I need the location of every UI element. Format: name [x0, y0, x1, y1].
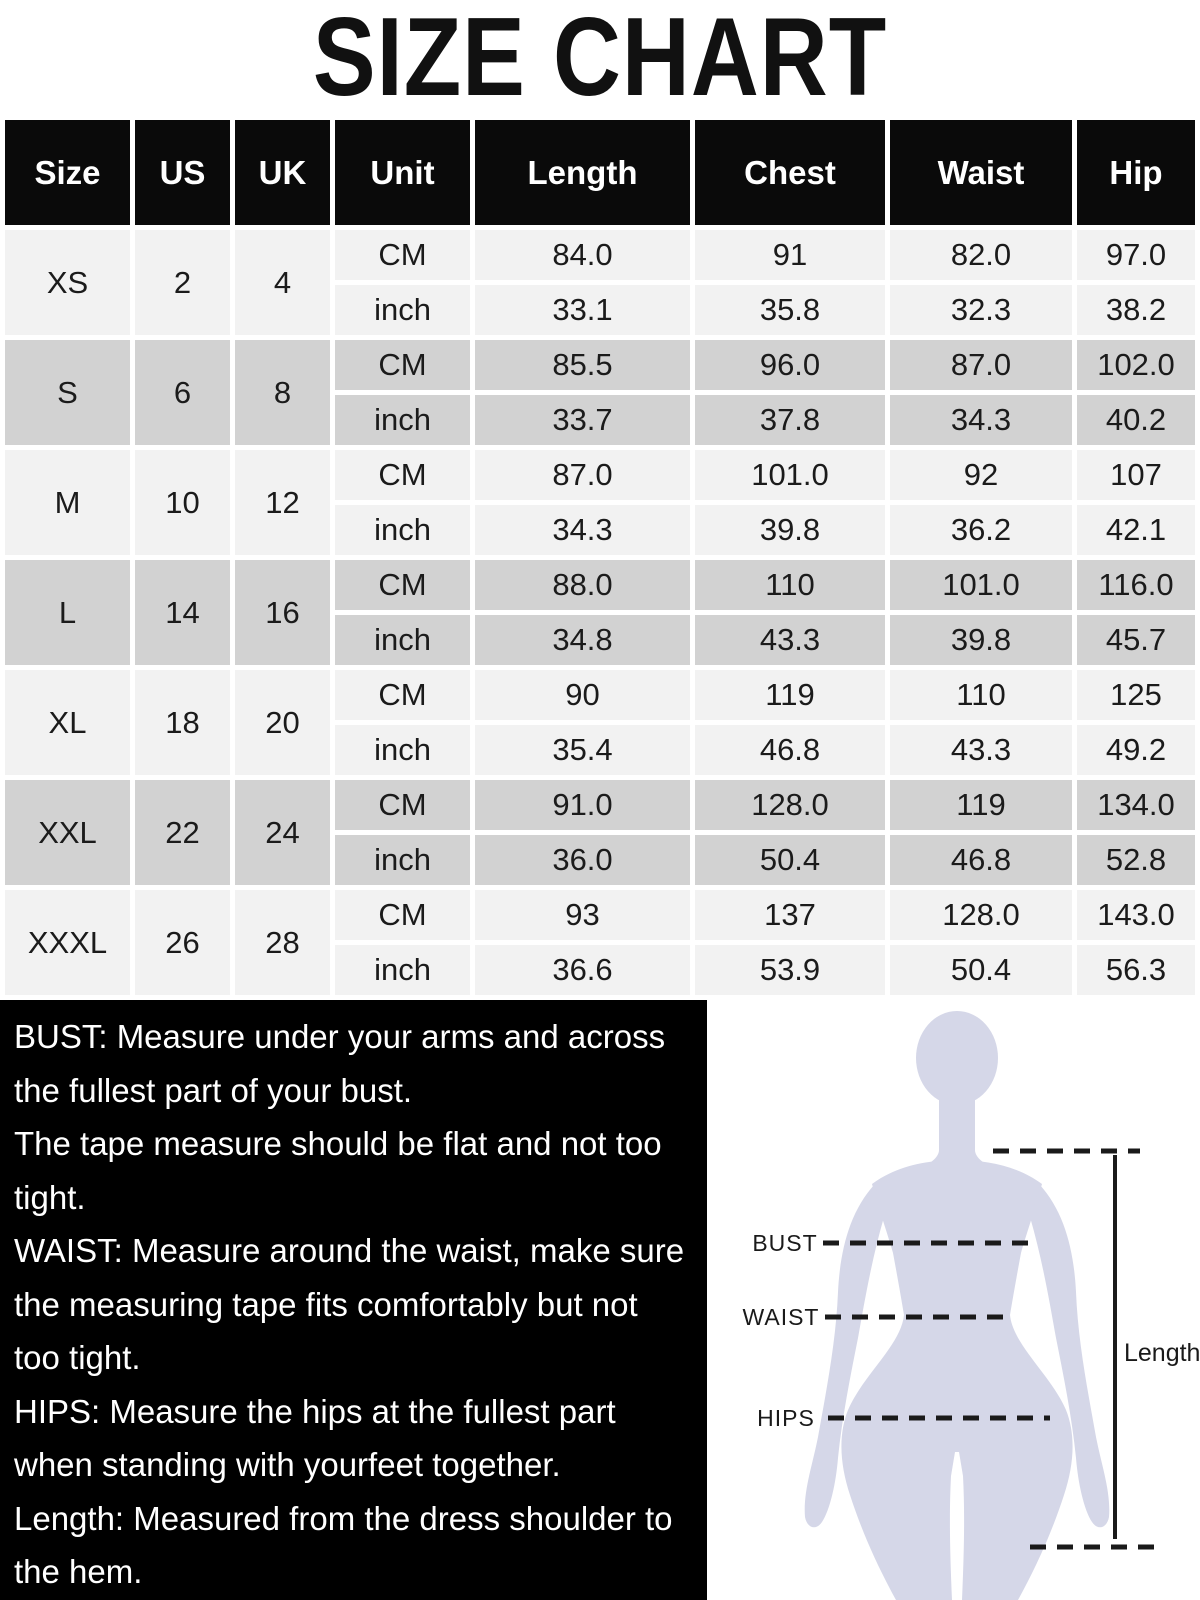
- note-line-11: the hem.: [14, 1553, 143, 1590]
- cell-l-cm-waist: 101.0: [890, 560, 1072, 610]
- cell-s-unit-inch: inch: [335, 395, 470, 445]
- cell-s-uk: 8: [235, 340, 330, 445]
- cell-xl-cm-chest: 119: [695, 670, 885, 720]
- header-length: Length: [475, 120, 690, 225]
- cell-xs-inch-hip: 38.2: [1077, 285, 1195, 335]
- cell-xs-inch-waist: 32.3: [890, 285, 1072, 335]
- cell-l-cm-hip: 116.0: [1077, 560, 1195, 610]
- cell-xxl-uk: 24: [235, 780, 330, 885]
- cell-xl-inch-hip: 49.2: [1077, 725, 1195, 775]
- header-us: US: [135, 120, 230, 225]
- cell-xxl-cm-hip: 134.0: [1077, 780, 1195, 830]
- cell-xxxl-size: XXXL: [5, 890, 130, 995]
- bottom-section: [0, 1000, 1200, 1600]
- size-chart-table: [0, 115, 1200, 1000]
- cell-xl-uk: 20: [235, 670, 330, 775]
- cell-m-inch-waist: 36.2: [890, 505, 1072, 555]
- cell-l-size: L: [5, 560, 130, 665]
- table-row-xs-cm: [5, 230, 1195, 280]
- cell-l-unit-inch: inch: [335, 615, 470, 665]
- length-label: Length: [1124, 1339, 1200, 1367]
- cell-xl-size: XL: [5, 670, 130, 775]
- cell-s-cm-hip: 102.0: [1077, 340, 1195, 390]
- cell-l-inch-chest: 43.3: [695, 615, 885, 665]
- cell-xs-cm-hip: 97.0: [1077, 230, 1195, 280]
- cell-l-cm-chest: 110: [695, 560, 885, 610]
- table-row-s-cm: [5, 340, 1195, 390]
- header-waist: Waist: [890, 120, 1072, 225]
- cell-xxxl-inch-hip: 56.3: [1077, 945, 1195, 995]
- cell-xxl-unit-inch: inch: [335, 835, 470, 885]
- cell-xs-unit-cm: CM: [335, 230, 470, 280]
- cell-l-cm-length: 88.0: [475, 560, 690, 610]
- cell-xxxl-unit-cm: CM: [335, 890, 470, 940]
- cell-s-cm-chest: 96.0: [695, 340, 885, 390]
- header-chest: Chest: [695, 120, 885, 225]
- cell-xxl-size: XXL: [5, 780, 130, 885]
- cell-s-unit-cm: CM: [335, 340, 470, 390]
- cell-xl-cm-waist: 110: [890, 670, 1072, 720]
- note-line-4: tight.: [14, 1178, 86, 1216]
- body-diagram-svg: [707, 1000, 1200, 1600]
- body-diagram: [707, 1000, 1200, 1600]
- cell-xxl-cm-waist: 119: [890, 780, 1072, 830]
- header-uk: UK: [235, 120, 330, 225]
- cell-m-cm-waist: 92: [890, 450, 1072, 500]
- header-size: Size: [5, 120, 130, 225]
- cell-s-us: 6: [135, 340, 230, 445]
- table-row-l-cm: [5, 560, 1195, 610]
- cell-m-us: 10: [135, 450, 230, 555]
- cell-xs-cm-waist: 82.0: [890, 230, 1072, 280]
- cell-xs-uk: 4: [235, 230, 330, 335]
- bust-label: BUST: [752, 1230, 818, 1256]
- cell-m-cm-length: 87.0: [475, 450, 690, 500]
- cell-xl-cm-hip: 125: [1077, 670, 1195, 720]
- measurement-notes: [0, 1000, 707, 1600]
- cell-xxxl-inch-length: 36.6: [475, 945, 690, 995]
- table-row-xl-cm: [5, 670, 1195, 720]
- cell-xl-inch-waist: 43.3: [890, 725, 1072, 775]
- cell-m-uk: 12: [235, 450, 330, 555]
- table-row-m-cm: [5, 450, 1195, 500]
- cell-l-uk: 16: [235, 560, 330, 665]
- hips-label: HIPS: [757, 1405, 815, 1431]
- cell-xxxl-cm-length: 93: [475, 890, 690, 940]
- cell-xs-cm-length: 84.0: [475, 230, 690, 280]
- cell-l-inch-length: 34.8: [475, 615, 690, 665]
- cell-s-cm-waist: 87.0: [890, 340, 1072, 390]
- cell-xl-unit-cm: CM: [335, 670, 470, 720]
- cell-xl-inch-length: 35.4: [475, 725, 690, 775]
- table-header-row: [5, 120, 1195, 225]
- cell-xs-us: 2: [135, 230, 230, 335]
- cell-xxxl-inch-waist: 50.4: [890, 945, 1072, 995]
- cell-xs-cm-chest: 91: [695, 230, 885, 280]
- cell-xxxl-us: 26: [135, 890, 230, 995]
- cell-m-inch-hip: 42.1: [1077, 505, 1195, 555]
- cell-xxl-cm-length: 91.0: [475, 780, 690, 830]
- cell-xxl-inch-chest: 50.4: [695, 835, 885, 885]
- cell-xxl-inch-length: 36.0: [475, 835, 690, 885]
- cell-xxl-unit-cm: CM: [335, 780, 470, 830]
- cell-xxl-inch-waist: 46.8: [890, 835, 1072, 885]
- note-line-3: The tape measure should be flat and not too: [14, 1125, 662, 1162]
- cell-xs-unit-inch: inch: [335, 285, 470, 335]
- cell-s-inch-hip: 40.2: [1077, 395, 1195, 445]
- cell-l-unit-cm: CM: [335, 560, 470, 610]
- note-line-2: the fullest part of your bust.: [14, 1071, 413, 1109]
- cell-xl-us: 18: [135, 670, 230, 775]
- cell-m-size: M: [5, 450, 130, 555]
- cell-m-unit-inch: inch: [335, 505, 470, 555]
- table-row-xxxl-cm: [5, 890, 1195, 940]
- cell-xs-inch-length: 33.1: [475, 285, 690, 335]
- cell-xxxl-cm-chest: 137: [695, 890, 885, 940]
- title-wrap: [0, 0, 1200, 119]
- cell-s-size: S: [5, 340, 130, 445]
- note-line-7: too tight.: [14, 1339, 141, 1376]
- cell-xxxl-unit-inch: inch: [335, 945, 470, 995]
- cell-m-inch-length: 34.3: [475, 505, 690, 555]
- table-row-xxl-cm: [5, 780, 1195, 830]
- cell-m-inch-chest: 39.8: [695, 505, 885, 555]
- cell-l-us: 14: [135, 560, 230, 665]
- cell-xxxl-uk: 28: [235, 890, 330, 995]
- cell-m-unit-cm: CM: [335, 450, 470, 500]
- header-unit: Unit: [335, 120, 470, 225]
- page-title: SIZE CHART: [312, 0, 888, 119]
- cell-s-inch-waist: 34.3: [890, 395, 1072, 445]
- note-line-9: when standing with yourfeet together.: [14, 1446, 561, 1483]
- header-hip: Hip: [1077, 120, 1195, 225]
- cell-xs-inch-chest: 35.8: [695, 285, 885, 335]
- cell-xs-size: XS: [5, 230, 130, 335]
- size-table-body: [5, 230, 1195, 995]
- cell-xl-cm-length: 90: [475, 670, 690, 720]
- cell-m-cm-chest: 101.0: [695, 450, 885, 500]
- cell-xl-unit-inch: inch: [335, 725, 470, 775]
- note-line-6: the measuring tape fits comfortably but not: [14, 1285, 638, 1323]
- cell-xxxl-cm-waist: 128.0: [890, 890, 1072, 940]
- cell-xxl-cm-chest: 128.0: [695, 780, 885, 830]
- female-silhouette: [805, 1011, 1110, 1600]
- cell-s-inch-chest: 37.8: [695, 395, 885, 445]
- cell-m-cm-hip: 107: [1077, 450, 1195, 500]
- cell-xxxl-inch-chest: 53.9: [695, 945, 885, 995]
- cell-s-inch-length: 33.7: [475, 395, 690, 445]
- note-line-5: WAIST: Measure around the waist, make sure: [14, 1232, 685, 1269]
- cell-l-inch-hip: 45.7: [1077, 615, 1195, 665]
- cell-s-cm-length: 85.5: [475, 340, 690, 390]
- cell-l-inch-waist: 39.8: [890, 615, 1072, 665]
- note-line-10: Length: Measured from the dress shoulder to: [14, 1499, 673, 1537]
- cell-xxl-inch-hip: 52.8: [1077, 835, 1195, 885]
- note-line-8: HIPS: Measure the hips at the fullest part: [14, 1392, 616, 1430]
- cell-xxl-us: 22: [135, 780, 230, 885]
- note-line-1: BUST: Measure under your arms and across: [14, 1018, 666, 1055]
- cell-xl-inch-chest: 46.8: [695, 725, 885, 775]
- cell-xxxl-cm-hip: 143.0: [1077, 890, 1195, 940]
- waist-label: WAIST: [742, 1304, 820, 1330]
